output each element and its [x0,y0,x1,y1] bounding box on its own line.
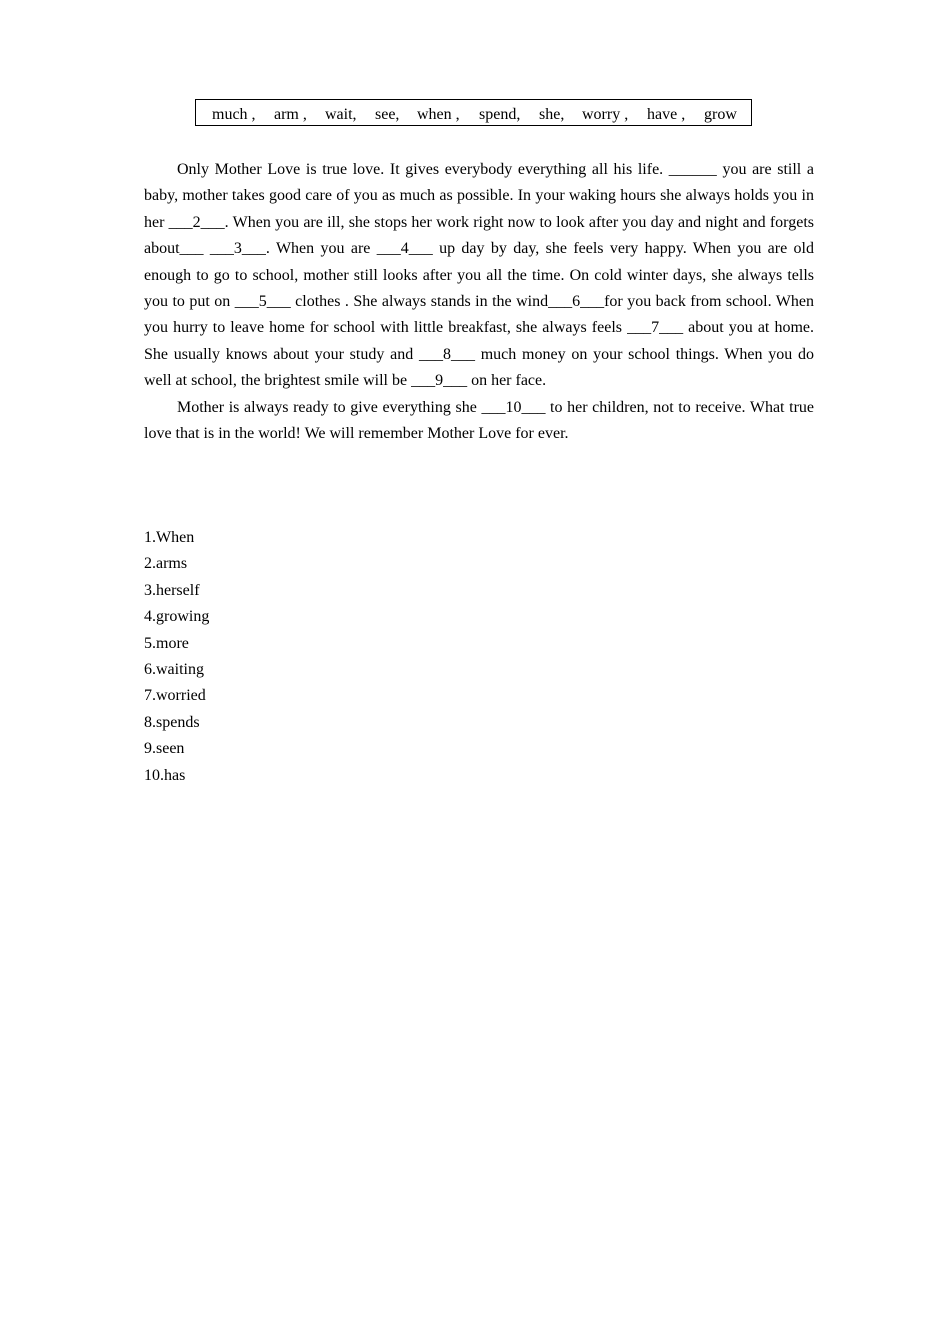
answer-item: 3.herself [144,581,200,599]
answer-item: 4.growing [144,608,210,626]
word-bank-box [195,99,752,126]
answer-list [144,525,209,789]
cloze-passage [144,157,814,447]
word-bank-item: grow [704,106,737,123]
word-bank-item: when , [417,106,460,123]
word-bank-item: she, [539,106,565,123]
answer-item: 9.seen [144,740,185,758]
answer-item: 2.arms [144,555,188,573]
word-bank-item: see, [375,106,400,123]
passage-paragraph-2: Mother is always ready to give everything she ___10___ to her children, not to receive. What true love that is in the world! We will remember Mother Love for ever. [144,398,814,443]
word-bank-item: worry , [582,106,629,123]
word-bank-item: much , [212,106,256,123]
word-bank-item: have , [647,106,686,123]
answer-item: 5.more [144,634,189,652]
word-bank-item: spend, [479,106,521,123]
answer-item: 6.waiting [144,661,204,679]
answer-item: 1.When [144,529,195,546]
word-bank-item: arm , [274,106,307,123]
answer-item: 10.has [144,766,186,784]
word-bank-item: wait, [325,106,357,123]
answer-item: 8.spends [144,713,200,731]
passage-paragraph-1: Only Mother Love is true love. It gives everybody everything all his life. ______ you are still a baby, mother takes good care of you as much as possible. In your waking hours she always holds you in her ___2___. When you are ill, she stops her work right now to look after you day and night and forgets about___ ___3___. When you are ___4___ up day by day, she feels very happy. When you are old enough to go to school, mother still looks after you all the time. On cold winter days, she always tells you to put on ___5___ clothes . She always stands in the wind___6___for you back from school. When you hurry to leave home for school with little breakfast, she always feels ___7___ about you at home. She usually knows about your study and ___8___ much money on your school things. When you do well at school, the brightest smile will be ___9___ on her face. [144,161,814,390]
answer-item: 7.worried [144,687,206,705]
